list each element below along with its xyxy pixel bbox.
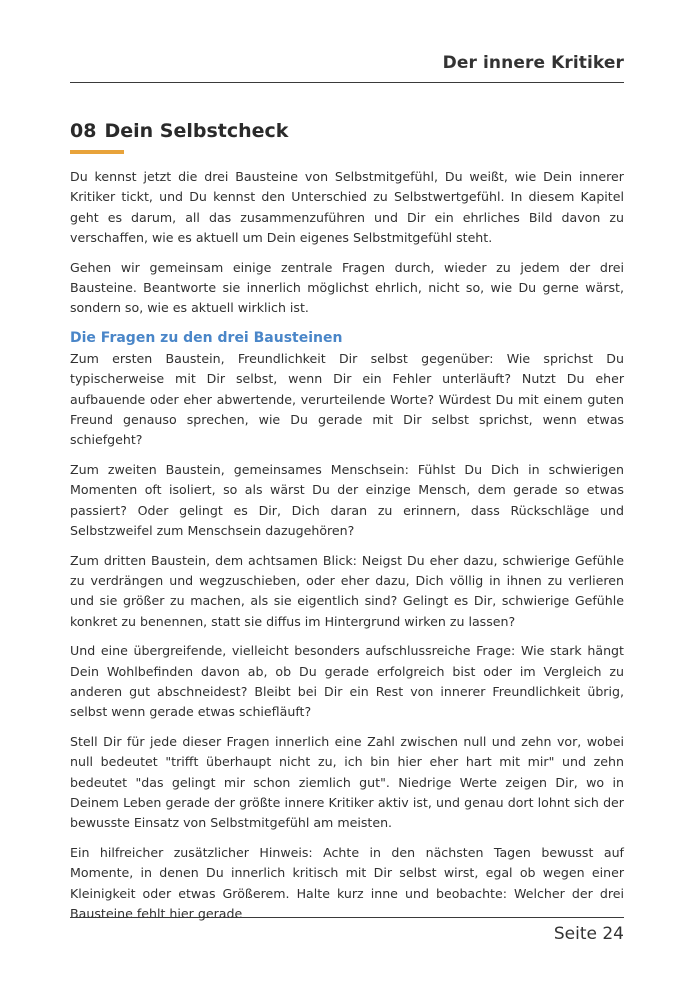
page-number: Seite 24 bbox=[553, 924, 624, 944]
section-paragraph-2: Zum zweiten Baustein, gemeinsames Menschsein: Fühlst Du Dich in schwierigen Momenten oft isoliert, so als wärst Du der einzige Mensch, dem gerade so etwas passiert? Oder gelingt es Dir, Dich daran zu erinnern, dass Rückschläge und Selbstzweifel zum Menschsein dazugehören? bbox=[70, 462, 624, 538]
book-page bbox=[70, 0, 624, 990]
chapter-number: 08 bbox=[70, 120, 97, 142]
section-paragraph-6: Ein hilfreicher zusätzlicher Hinweis: Achte in den nächsten Tagen bewusst auf Momente, in denen Du innerlich kritisch mit Dir selbst wirst, egal ob wegen einer Kleinigkeit oder etwas Größerem. Halte kurz inne und beobachte: Welcher der drei Bausteine fehlt hier gerade bbox=[70, 845, 624, 921]
section-heading: Die Fragen zu den drei Bausteinen bbox=[70, 330, 343, 347]
intro-paragraph-2: Gehen wir gemeinsam einige zentrale Fragen durch, wieder zu jedem der drei Bausteine. Beantworte sie innerlich möglichst ehrlich, nicht so, wie Du gerne wärst, sondern so, wie es aktuell wirklich ist. bbox=[70, 259, 624, 316]
footer-divider bbox=[70, 917, 624, 918]
section-paragraph-1: Zum ersten Baustein, Freundlichkeit Dir selbst gegenüber: Wie sprichst Du typischerweise mit Dir selbst, wenn Dir ein Fehler unterläuft? Nutzt Du eher aufbauende oder eher abwertende, verurteilende Worte? Würdest Du mit einem guten Freund genauso sprechen, wie Du gerade mit Dir selbst sprichst, wenn etwas schiefgeht? bbox=[70, 351, 624, 448]
chapter-title-text: Dein Selbstcheck bbox=[104, 120, 289, 142]
section-paragraph-5: Stell Dir für jede dieser Fragen innerlich eine Zahl zwischen null und zehn vor, wobei null bedeutet "trifft überhaupt nicht zu, ich bin hier eher hart mit mir" und zehn bedeutet "das gelingt mir schon ziemlich gut". Niedrige Werte zeigen Dir, wo in Deinem Leben gerade der größte innere Kritiker aktiv ist, und genau dort lohnt sich der bewusste Einsatz von Selbstmitgefühl am meisten. bbox=[70, 734, 624, 831]
chapter-body bbox=[70, 167, 624, 934]
chapter-title bbox=[70, 120, 288, 142]
header-divider bbox=[70, 82, 624, 83]
section-paragraph-4: Und eine übergreifende, vielleicht besonders aufschlussreiche Frage: Wie stark hängt Dein Wohlbefinden davon ab, ob Du gerade erfolgreich bist oder im Vergleich zu anderen gut abschneidest? Bleibt bei Dir ein Rest von innerer Freundlichkeit übrig, selbst wenn gerade etwas schiefläuft? bbox=[70, 643, 624, 720]
intro-paragraph-1: Du kennst jetzt die drei Bausteine von Selbstmitgefühl, Du weißt, wie Dein innerer Kritiker tickt, und Du kennst den Unterschied zu Selbstwertgefühl. In diesem Kapitel geht es darum, all das zusammenzuführen und Dir ein ehrliches Bild davon zu verschaffen, wie es aktuell um Dein eigenes Selbstmitgefühl steht. bbox=[70, 169, 624, 245]
running-header: Der innere Kritiker bbox=[442, 53, 624, 73]
title-accent-bar bbox=[70, 150, 124, 154]
section-paragraph-3: Zum dritten Baustein, dem achtsamen Blick: Neigst Du eher dazu, schwierige Gefühle zu verdrängen und wegzuschieben, oder eher dazu, Dich völlig in ihnen zu verlieren und sie größer zu machen, als sie eigentlich sind? Gelingt es Dir, schwierige Gefühle konkret zu benennen, statt sie diffus im Hintergrund wirken zu lassen? bbox=[70, 552, 624, 629]
